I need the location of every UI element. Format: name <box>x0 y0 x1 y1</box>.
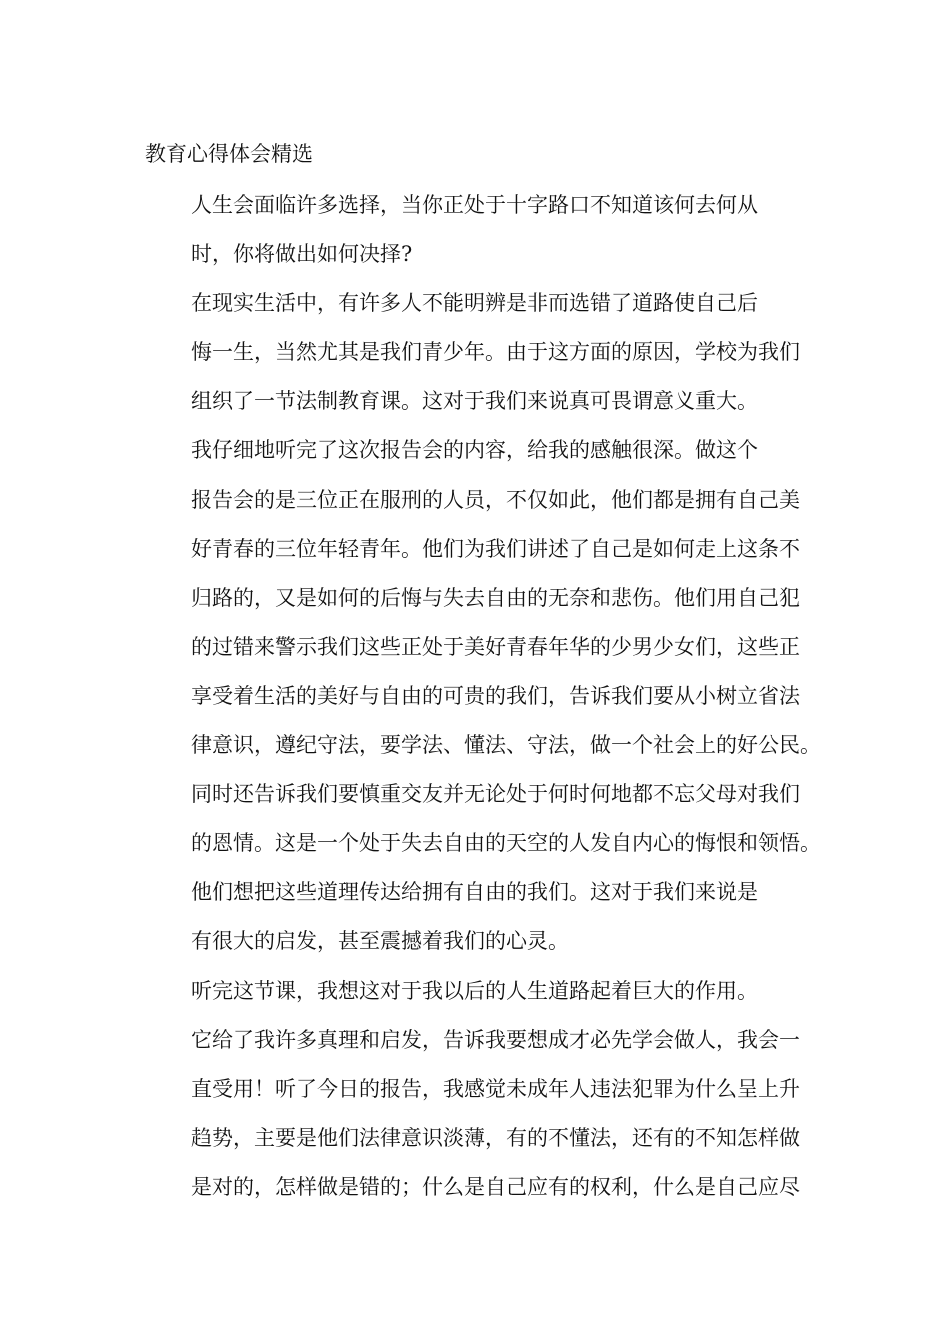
document-body <box>145 181 821 1212</box>
text-line: 的恩情。这是一个处于失去自由的天空的人发自内心的悔恨和领悟。 <box>191 831 821 856</box>
text-line: 有很大的启发，甚至震撼着我们的心灵。 <box>191 929 569 954</box>
text-line: 我仔细地听完了这次报告会的内容，给我的感触很深。做这个 <box>191 438 758 463</box>
paragraph-4 <box>145 868 807 966</box>
text-line: 听完这节课，我想这对于我以后的人生道路起着巨大的作用。 <box>191 978 758 1003</box>
text-line: 归路的，又是如何的后悔与失去自由的无奈和悲伤。他们用自己犯 <box>191 585 800 610</box>
text-line: 人生会面临许多选择，当你正处于十字路口不知道该何去何从 <box>191 193 758 217</box>
text-line: 时，你将做出如何决择? <box>191 242 413 267</box>
paragraph-5 <box>145 967 807 1212</box>
paragraph-2 <box>145 279 807 426</box>
text-line: 他们想把这些道理传达给拥有自由的我们。这对于我们来说是 <box>191 880 758 905</box>
text-line: 的过错来警示我们这些正处于美好青春年华的少男少女们，这些正 <box>191 634 800 659</box>
text-line: 它给了我许多真理和启发，告诉我要想成才必先学会做人，我会一 <box>191 1027 800 1052</box>
text-line: 好青春的三位年轻青年。他们为我们讲述了自己是如何走上这条不 <box>191 536 800 561</box>
text-line: 报告会的是三位正在服刑的人员，不仅如此，他们都是拥有自己美 <box>191 487 800 512</box>
paragraph-3 <box>145 426 821 868</box>
text-line: 在现实生活中，有许多人不能明辨是非而选错了道路使自己后 <box>191 291 758 316</box>
text-line: 同时还告诉我们要慎重交友并无论处于何时何地都不忘父母对我们 <box>191 782 800 807</box>
text-line: 是对的，怎样做是错的；什么是自己应有的权利，什么是自己应尽 <box>191 1174 800 1199</box>
text-line: 趋势，主要是他们法律意识淡薄，有的不懂法，还有的不知怎样做 <box>191 1125 800 1150</box>
text-line: 享受着生活的美好与自由的可贵的我们，告诉我们要从小树立省法 <box>191 683 800 708</box>
paragraph-1 <box>145 181 807 279</box>
document-title: 教育心得体会精选 <box>145 142 313 166</box>
text-line: 律意识，遵纪守法，要学法、懂法、守法，做一个社会上的好公民。 <box>191 733 821 758</box>
text-line: 组织了一节法制教育课。这对于我们来说真可畏谓意义重大。 <box>191 389 758 414</box>
text-line: 直受用！听了今日的报告，我感觉未成年人违法犯罪为什么呈上升 <box>191 1076 800 1101</box>
text-line: 悔一生，当然尤其是我们青少年。由于这方面的原因，学校为我们 <box>191 340 800 365</box>
